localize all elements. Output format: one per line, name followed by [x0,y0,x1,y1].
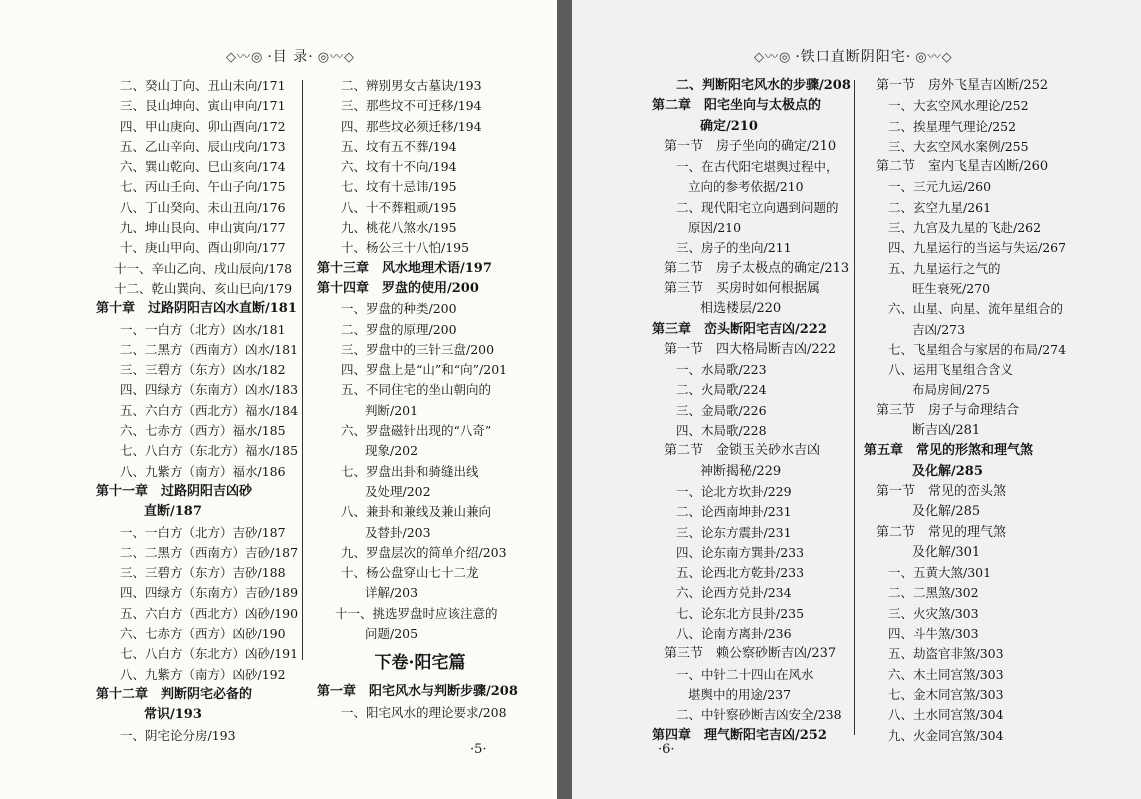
toc-chapter-entry: 常识/193 [144,707,202,723]
toc-section-entry: 第一节 房子坐向的确定/210 [664,138,837,154]
toc-entry: 二、中针察砂断吉凶安全/238 [676,707,842,723]
toc-entry: 三、火灾煞/303 [888,605,979,621]
toc-entry: 七、八白方（东北方）福水/185 [120,443,299,459]
ornament-left-icon: ◇〰◎ [226,50,264,65]
toc-entry: 九、桃花八煞水/195 [341,220,457,236]
toc-column-right-2 [864,76,1124,746]
toc-entry: 八、论南方离卦/236 [676,626,792,642]
toc-section-entry: 第二节 常见的理气煞 [876,524,1007,540]
toc-entry: 五、论西北方乾卦/233 [676,565,805,581]
toc-entry: 二、癸山丁向、丑山未向/171 [120,78,286,93]
toc-entry: 八、兼卦和兼线及兼山兼向 [341,504,492,520]
toc-section-entry: 第二节 金锁玉关砂水吉凶 [664,443,821,459]
toc-entry: 七、论东北方艮卦/235 [676,605,805,621]
toc-section-entry: 断吉凶/281 [912,423,981,439]
toc-section-entry: 第一节 四大格局断吉凶/222 [664,341,837,357]
book-gutter [557,0,572,799]
toc-entry: 现象/202 [365,443,419,459]
toc-section-entry: 第二节 室内飞星吉凶断/260 [876,159,1049,175]
toc-section-entry: 第一节 常见的峦头煞 [876,483,1007,499]
toc-entry: 八、九紫方（南方）凶砂/192 [120,666,286,682]
toc-entry: 七、金木同宫煞/303 [888,686,1004,702]
toc-entry: 二、罗盘的原理/200 [341,321,457,337]
toc-entry: 八、土水同宫煞/304 [888,707,1004,723]
toc-section-entry: 神断揭秘/229 [700,463,782,479]
toc-entry: 二、辨别男女古墓诀/193 [341,78,482,93]
toc-entry: 立向的参考依据/210 [688,179,804,195]
toc-entry: 三、九宫及九星的飞赴/262 [888,220,1042,236]
toc-entry: 四、木局歌/228 [676,423,767,439]
toc-entry: 七、八白方（东北方）凶砂/191 [120,646,299,662]
toc-section-entry: 第三节 房子与命理结合 [876,402,1020,418]
toc-chapter-entry: 第十二章 判断阴宅必备的 [96,686,253,702]
toc-entry: 三、艮山坤向、寅山申向/171 [120,98,286,114]
toc-chapter-entry: 第二章 阳宅坐向与太极点的 [652,98,822,114]
toc-entry: 布局房间/275 [912,382,991,398]
column-divider [854,80,855,735]
toc-section-entry: 第三节 买房时如何根据属 [664,280,821,296]
toc-entry: 八、运用飞星组合含义 [888,362,1014,378]
toc-chapter-entry: 二、判断阳宅风水的步骤/208 [676,78,851,93]
toc-entry: 三、三碧方（东方）凶水/182 [120,362,286,378]
toc-section-entry: 及化解/285 [912,504,981,520]
toc-entry: 三、罗盘中的三针三盘/200 [341,341,495,357]
toc-entry: 六、罗盘磁针出现的“八奇” [341,423,492,439]
right-page [572,0,1141,799]
toc-entry: 旺生衰死/270 [912,280,991,296]
header-title: ·铁口直断阴阳宅· [795,49,912,65]
toc-chapter-entry: 第十一章 过路阴阳吉凶砂 [96,483,253,499]
toc-entry: 问题/205 [365,626,419,642]
right-page-header [750,46,957,66]
toc-chapter-entry: 第十章 过路阴阳吉凶水直断/181 [96,301,297,317]
toc-entry: 五、不同住宅的坐山朝向的 [341,382,492,398]
toc-entry: 六、论西方兑卦/234 [676,585,792,601]
toc-entry: 吉凶/273 [912,321,966,337]
toc-chapter-entry: 第三章 峦头断阳宅吉凶/222 [652,321,827,337]
toc-entry: 一、阳宅风水的理论要求/208 [341,704,507,720]
toc-entry: 三、三碧方（东方）吉砂/188 [120,565,286,581]
page-number: ·6· [658,742,675,757]
toc-entry: 十、庚山甲向、酉山卯向/177 [120,240,286,256]
toc-entry: 六、七赤方（西方）福水/185 [120,423,286,439]
toc-chapter-entry: 第十三章 风水地理术语/197 [317,260,492,276]
toc-column-left-1 [84,76,299,746]
page-number: ·5· [470,742,487,757]
toc-entry: 六、坟有十不向/194 [341,159,457,175]
toc-entry: 二、二黑方（西南方）凶水/181 [120,341,299,357]
column-divider [302,80,303,660]
toc-entry: 八、十不葬粗顽/195 [341,199,457,215]
left-page [0,0,557,799]
toc-entry: 三、论东方震卦/231 [676,524,792,540]
toc-entry: 三、那些坟不可迁移/194 [341,98,482,114]
toc-entry: 六、七赤方（西方）凶砂/190 [120,626,286,642]
toc-entry: 一、一白方（北方）吉砂/187 [120,524,286,540]
toc-entry: 二、二黑方（西南方）吉砂/187 [120,544,299,560]
toc-entry: 详解/203 [365,585,419,601]
ornament-right-icon: ◎〰◇ [317,50,356,65]
toc-entry: 一、大玄空风水理论/252 [888,98,1029,114]
toc-entry: 四、九星运行的当运与失运/267 [888,240,1067,256]
toc-entry: 四、论东南方巽卦/233 [676,544,805,560]
toc-entry: 堪舆中的用途/237 [688,686,792,702]
toc-entry: 四、四绿方（东南方）吉砂/189 [120,585,299,601]
toc-entry: 七、飞星组合与家居的布局/274 [888,341,1067,357]
ornament-left-icon: ◇〰◎ [754,50,792,65]
toc-entry: 判断/201 [365,402,419,418]
toc-entry: 及替卦/203 [365,524,431,540]
toc-entry: 四、那些坟必须迁移/194 [341,118,482,134]
toc-chapter-entry: 直断/187 [144,504,202,520]
toc-entry: 二、玄空九星/261 [888,199,992,215]
toc-entry: 九、罗盘层次的简单介绍/203 [341,544,507,560]
toc-entry: 五、六白方（西北方）凶砂/190 [120,605,299,621]
toc-entry: 一、三元九运/260 [888,179,992,195]
toc-entry: 三、房子的坐向/211 [676,240,792,256]
volume-title: 下卷·阳宅篇 [374,653,466,674]
toc-entry: 十、杨公三十八怕/195 [341,240,470,256]
toc-section-entry: 第三节 赖公察砂断吉凶/237 [664,646,837,662]
toc-section-entry: 及化解/301 [912,544,981,560]
toc-entry: 三、金局歌/226 [676,402,767,418]
header-title: ·目 录· [267,49,314,65]
toc-entry: 十、杨公盘穿山七十二龙 [341,565,479,581]
toc-entry: 二、现代阳宅立向遇到问题的 [676,199,839,215]
toc-entry: 一、水局歌/223 [676,362,767,378]
toc-entry: 一、中针二十四山在风水 [676,666,814,682]
toc-entry: 九、火金同宫煞/304 [888,727,1004,743]
toc-column-right-1 [640,76,851,746]
toc-entry: 六、巽山乾向、巳山亥向/174 [120,159,286,175]
toc-entry: 五、乙山辛向、辰山戌向/173 [120,138,286,154]
toc-chapter-entry: 第一章 阳宅风水与判断步骤/208 [317,684,518,700]
toc-entry: 二、二黑煞/302 [888,585,979,601]
toc-entry: 一、一白方（北方）凶水/181 [120,321,286,337]
toc-entry: 六、山星、向星、流年星组合的 [888,301,1064,317]
toc-entry: 四、甲山庚向、卯山酉向/172 [120,118,286,134]
toc-entry: 及处理/202 [365,483,431,499]
toc-entry: 五、九星运行之气的 [888,260,1001,276]
toc-entry: 八、丁山癸向、未山丑向/176 [120,199,286,215]
toc-entry: 五、坟有五不葬/194 [341,138,457,154]
toc-entry: 三、大玄空风水案例/255 [888,138,1029,154]
toc-entry: 一、阴宅论分房/193 [120,727,236,743]
toc-chapter-entry: 第十四章 罗盘的使用/200 [317,280,479,296]
toc-entry: 四、斗牛煞/303 [888,626,979,642]
toc-entry: 四、四绿方（东南方）凶水/183 [120,382,299,398]
toc-entry: 一、五黄大煞/301 [888,565,992,581]
toc-entry: 二、挨星理气理论/252 [888,118,1017,134]
toc-entry: 七、丙山壬向、午山子向/175 [120,179,286,195]
ornament-right-icon: ◎〰◇ [915,50,953,65]
toc-chapter-entry: 第四章 理气断阳宅吉凶/252 [652,727,827,743]
toc-entry: 十一、辛山乙向、戌山辰向/178 [114,260,293,276]
toc-entry: 十一、挑选罗盘时应该注意的 [335,605,498,621]
toc-column-left-2 [305,76,535,723]
toc-section-entry: 第二节 房子太极点的确定/213 [664,260,850,276]
toc-chapter-entry: 及化解/285 [912,463,983,479]
toc-section-entry: 第一节 房外飞星吉凶断/252 [876,78,1049,93]
toc-entry: 一、罗盘的种类/200 [341,301,457,317]
toc-entry: 六、木土同宫煞/303 [888,666,1004,682]
toc-entry: 一、论北方坎卦/229 [676,483,792,499]
toc-entry: 九、坤山艮向、申山寅向/177 [120,220,286,236]
left-page-header [222,46,359,66]
toc-entry: 七、罗盘出卦和骑缝出线 [341,463,479,479]
toc-entry: 二、火局歌/224 [676,382,767,398]
toc-entry: 四、罗盘上是“山”和“向”/201 [341,362,508,378]
toc-entry: 二、论西南坤卦/231 [676,504,792,520]
toc-entry: 八、九紫方（南方）福水/186 [120,463,286,479]
toc-chapter-entry: 第五章 常见的形煞和理气煞 [864,443,1034,459]
toc-entry: 七、坟有十忌讳/195 [341,179,457,195]
toc-entry: 五、劫盗官非煞/303 [888,646,1004,662]
toc-entry: 十二、乾山巽向、亥山巳向/179 [114,280,293,296]
toc-entry: 五、六白方（西北方）福水/184 [120,402,299,418]
toc-chapter-entry: 确定/210 [700,118,758,134]
toc-entry: 原因/210 [688,220,742,236]
toc-section-entry: 相选楼层/220 [700,301,782,317]
toc-entry: 一、在古代阳宅堪舆过程中， [676,159,839,175]
